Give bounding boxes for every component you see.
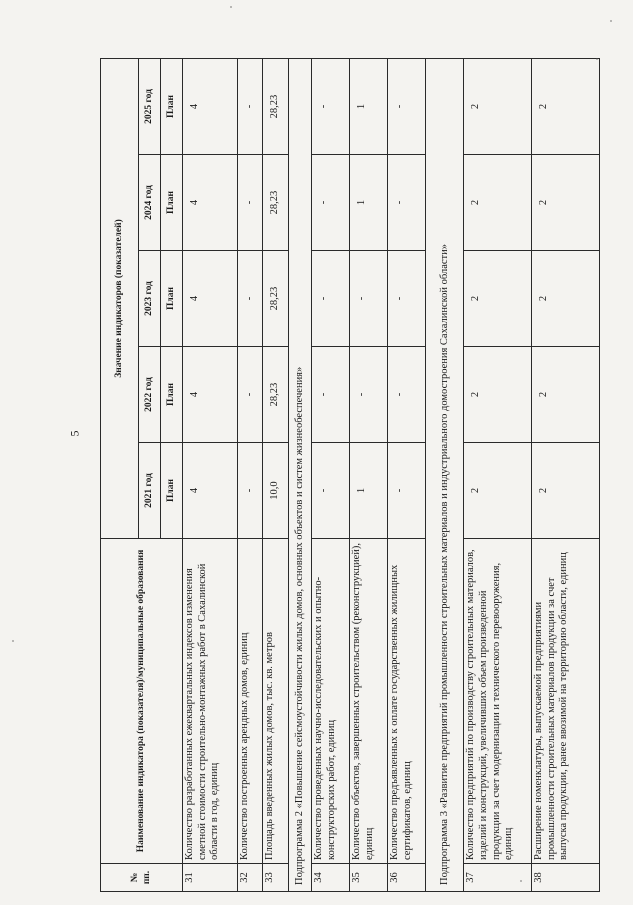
speck (230, 6, 232, 8)
row-value: - (350, 347, 388, 443)
row-value: - (312, 251, 350, 347)
subprogram-title: Подпрограмма 2 «Повышение сейсмоустойчивости жилых домов, основных объектов и систем жизнеобеспечения» (288, 58, 311, 891)
row-value: - (388, 347, 426, 443)
row-value: - (238, 155, 263, 251)
rotated-table-container (100, 59, 600, 892)
row-value: 4 (183, 347, 238, 443)
row-value: - (388, 58, 426, 154)
header-name: Наименование индикатора (показателя)/муниципальные образования (101, 539, 183, 864)
header-plan: План (161, 347, 183, 443)
row-value: 2 (464, 58, 532, 154)
row-name: Количество предприятий по производству строительных материалов, изделий и конструкций, увеличивших объем произведенной продукции за счет модернизации и технического перевооружения, единиц (464, 539, 532, 864)
row-value: - (312, 347, 350, 443)
subprogram-title: Подпрограмма 3 «Развитие предприятий промышленности строительных материалов и индустриального домостроения Сахалинской области» (426, 58, 464, 891)
row-name: Количество предъявленных к оплате государственных жилищных сертификатов, единиц (388, 539, 426, 864)
row-num: 36 (388, 864, 426, 892)
row-value: 28,23 (263, 58, 288, 154)
table-row (464, 58, 532, 891)
row-value: 4 (183, 251, 238, 347)
header-plan: План (161, 58, 183, 154)
header-year: 2024 год (139, 155, 161, 251)
row-value: 4 (183, 155, 238, 251)
header-values-group: Значение индикаторов (показателей) (101, 58, 139, 538)
row-value: 1 (350, 443, 388, 539)
table-header (101, 58, 183, 891)
row-value: 1 (350, 58, 388, 154)
row-num: 35 (350, 864, 388, 892)
row-value: - (388, 251, 426, 347)
row-value: 10,0 (263, 443, 288, 539)
row-value: - (312, 155, 350, 251)
row-value: 2 (532, 347, 600, 443)
table-row (183, 58, 238, 891)
row-num: 32 (238, 864, 263, 892)
row-value: 2 (532, 251, 600, 347)
row-value: - (238, 251, 263, 347)
row-value: 2 (464, 347, 532, 443)
row-name: Расширение номенклатуры, выпускаемой предприятиями промышленности строительных материалов продукции за счет выпуска продукции, ранее ввозимой на территорию области, единиц (532, 539, 600, 864)
row-value: - (312, 443, 350, 539)
header-year: 2022 год (139, 347, 161, 443)
row-num: 37 (464, 864, 532, 892)
table-row (238, 58, 263, 891)
header-plan: План (161, 155, 183, 251)
header-plan: План (161, 443, 183, 539)
speck (596, 58, 598, 60)
row-value: - (388, 443, 426, 539)
row-value: 2 (464, 251, 532, 347)
row-value: 2 (464, 443, 532, 539)
row-value: - (238, 58, 263, 154)
header-year: 2021 год (139, 443, 161, 539)
row-value: 4 (183, 58, 238, 154)
row-value: 28,23 (263, 251, 288, 347)
row-value: 28,23 (263, 155, 288, 251)
row-value: 2 (532, 443, 600, 539)
row-num: 34 (312, 864, 350, 892)
table-row (263, 58, 288, 891)
header-year: 2025 год (139, 58, 161, 154)
header-year: 2023 год (139, 251, 161, 347)
table-row (312, 58, 350, 891)
speck (520, 880, 522, 882)
row-value: 1 (350, 155, 388, 251)
row-value: 2 (532, 155, 600, 251)
row-value: - (238, 347, 263, 443)
indicators-table (100, 58, 600, 892)
row-value: 28,23 (263, 347, 288, 443)
row-value: 4 (183, 443, 238, 539)
row-value: 2 (464, 155, 532, 251)
table-row (388, 58, 426, 891)
row-name: Количество объектов, завершенных строительством (реконструкцией), единиц (350, 539, 388, 864)
row-num: 31 (183, 864, 238, 892)
row-value: 2 (532, 58, 600, 154)
row-value: - (312, 58, 350, 154)
row-name: Количество построенных арендных домов, единиц (238, 539, 263, 864)
row-name: Количество проведенных научно-исследовательских и опытно-конструкторских работ, единиц (312, 539, 350, 864)
row-name: Площадь введенных жилых домов, тыс. кв. метров (263, 539, 288, 864)
page-number: 5 (67, 430, 82, 437)
subprogram-row (288, 58, 311, 891)
table-row (532, 58, 600, 891)
row-value: - (350, 251, 388, 347)
speck (12, 640, 14, 642)
header-num: № пп. (101, 864, 183, 892)
row-value: - (388, 155, 426, 251)
speck (610, 20, 612, 22)
row-name: Количество разработанных ежеквартальных индексов изменения сметной стоимости строительно-монтажных работ в Сахалинской области в год, единиц (183, 539, 238, 864)
row-num: 33 (263, 864, 288, 892)
header-plan: План (161, 251, 183, 347)
subprogram-row (426, 58, 464, 891)
row-value: - (238, 443, 263, 539)
table-row (350, 58, 388, 891)
row-num: 38 (532, 864, 600, 892)
